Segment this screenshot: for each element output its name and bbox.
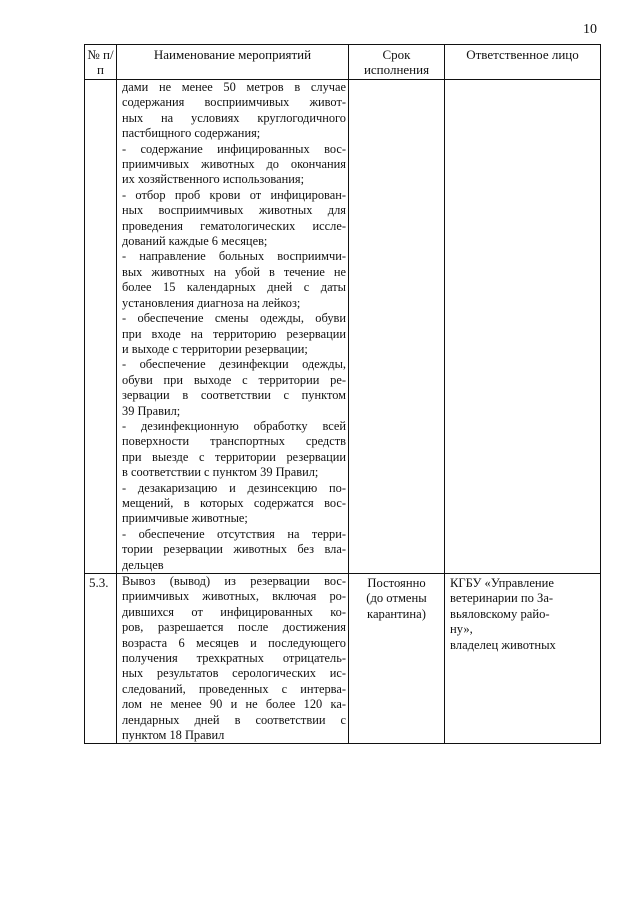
header-name: Наименование мероприятий: [117, 45, 349, 80]
measure-text-line: пастбищного содержания;: [122, 126, 261, 141]
measure-text-line: - обеспечение смены одежды, обуви: [122, 311, 346, 326]
responsible-text-line: ну»,: [450, 622, 473, 637]
measure-text-line: возраста 6 месяцев и последующего: [122, 635, 346, 650]
measure-text-line: тории резервации животных без вла-: [122, 542, 346, 557]
measure-text-line: - направление больных восприимчи-: [122, 249, 346, 264]
responsible-text-line: ветеринарии по За-: [450, 591, 554, 606]
measure-text-line: ров, разрешается после достижения: [122, 620, 346, 635]
measure-text-line: приимчивых животных, включая ро-: [122, 589, 346, 604]
measure-text-line: - дезинфекционную обработку всей: [122, 418, 346, 433]
measure-text-line: - обеспечение отсутствия на терри-: [122, 526, 346, 541]
responsible-text-line: КГБУ «Управление: [450, 576, 554, 590]
term-cell: [349, 574, 445, 744]
measure-name-cell: [117, 574, 349, 744]
measure-text-line: дами не менее 50 метров в случае: [122, 80, 346, 94]
measure-name-cell: [117, 80, 349, 574]
term-text-line: Постоянно: [367, 576, 426, 590]
measure-text-line: - дезакаризацию и дезинсекцию по-: [122, 480, 346, 495]
measure-text-line: обуви при выходе с территории ре-: [122, 372, 346, 387]
responsible-text-line: вьяловскому райо-: [450, 606, 550, 621]
measure-text-line: их хозяйственного использования;: [122, 172, 305, 187]
measure-text-line: - обеспечение дезинфекции одежды,: [122, 357, 346, 372]
measure-text-line: при выезде с территории резервации: [122, 449, 346, 464]
responsible-text-line: владелец животных: [450, 637, 556, 652]
measure-text-line: 39 Правил;: [122, 403, 181, 418]
header-term: Срок исполнения: [349, 45, 445, 80]
measures-table: [84, 44, 601, 744]
measure-text-line: Вывоз (вывод) из резервации вос-: [122, 574, 346, 588]
header-num: № п/п: [85, 45, 117, 80]
measure-text-line: в соответствии с пунктом 39 Правил;: [122, 465, 319, 480]
responsible-cell: [445, 80, 601, 574]
page-number: 10: [583, 22, 597, 37]
table-header-row: [85, 45, 601, 80]
measure-text-line: более 15 календарных дней с даты: [122, 280, 346, 295]
measure-text-line: дований каждые 6 месяцев;: [122, 234, 268, 249]
term-text-line: карантина): [367, 606, 426, 621]
measure-text-line: лендарных дней в соответствии с: [122, 712, 346, 727]
measure-text-line: поверхности транспортных средств: [122, 434, 346, 449]
header-responsible: Ответственное лицо: [445, 45, 601, 80]
measure-text-line: лом не менее 90 и не более 120 ка-: [122, 697, 346, 712]
term-text-line: (до отмены: [366, 591, 427, 606]
measure-text-line: дившихся от инфицированных ко-: [122, 604, 346, 619]
measure-text-line: ных восприимчивых животных для: [122, 203, 346, 218]
row-number-cell: [85, 80, 117, 574]
measure-text-line: мещений, в которых содержатся вос-: [122, 495, 346, 510]
measure-text-line: приимчивых животных до окончания: [122, 157, 346, 172]
measure-text-line: содержания восприимчивых живот-: [122, 95, 346, 110]
table-row: [85, 80, 601, 574]
measure-text-line: дельцев: [122, 557, 164, 572]
measure-text-line: пунктом 18 Правил: [122, 728, 225, 743]
measure-text-line: установления диагноза на лейкоз;: [122, 295, 301, 310]
measure-text-line: и выходе с территории резервации;: [122, 341, 308, 356]
measure-text-line: вых животных на убой в течение не: [122, 264, 346, 279]
measure-text-line: проведения гематологических иссле-: [122, 218, 346, 233]
measure-text-line: - отбор проб крови от инфицирован-: [122, 187, 346, 202]
measure-text-line: получения трехкратных отрицатель-: [122, 651, 346, 666]
row-number-cell: 5.3.: [85, 574, 117, 744]
table-row: [85, 574, 601, 744]
measure-text-line: приимчивые животные;: [122, 511, 248, 526]
measure-text-line: ных результатов серологических ис-: [122, 666, 346, 681]
term-cell: [349, 80, 445, 574]
measure-text-line: зервации в соответствии с пунктом: [122, 388, 346, 403]
measure-text-line: ных на условиях круглогодичного: [122, 110, 346, 125]
measure-text-line: следований, проведенных с интерва-: [122, 681, 346, 696]
responsible-cell: [445, 574, 601, 744]
measure-text-line: при входе на территорию резервации: [122, 326, 346, 341]
measure-text-line: - содержание инфицированных вос-: [122, 141, 346, 156]
